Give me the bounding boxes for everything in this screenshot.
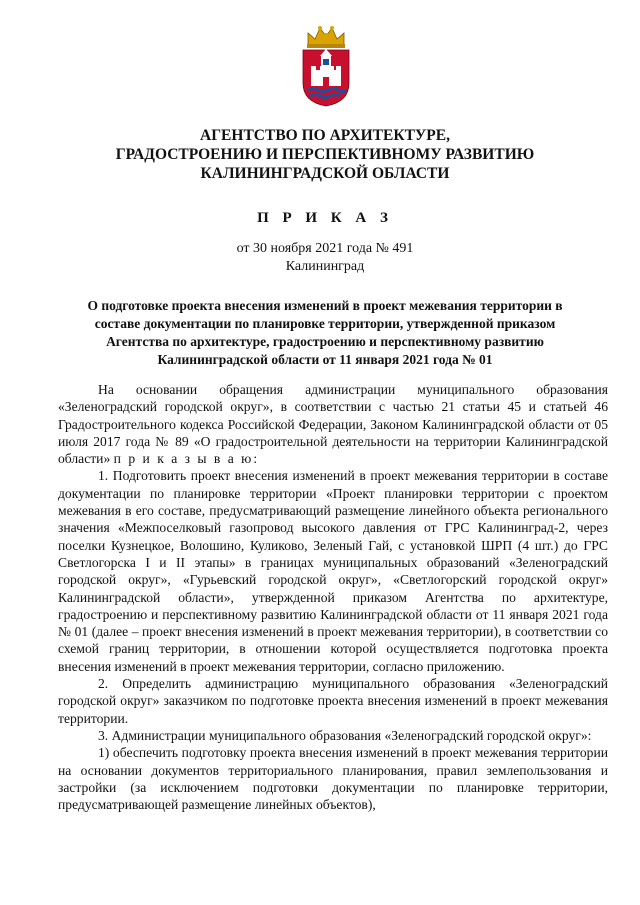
preamble-text: На основании обращения администрации муниципального образования «Зеленоградский городской округ», в соответствии с частью 21 статьи 45 и статьей 46 Градостроительного кодекса Российской Федерации, Законом Калининградской области от 05 июля 2017 года № 89 «О градостроительной деятельности на территории Калининградской области»	[58, 382, 608, 467]
document-body	[58, 381, 608, 813]
paragraph-3: 3. Администрации муниципального образования «Зеленоградский городской округ»:	[98, 727, 592, 743]
subject-line: составе документации по планировке территории, утвержденной приказом	[94, 316, 556, 331]
document-type-title: П Р И К А З	[257, 210, 393, 226]
paragraph-2: 2. Определить администрацию муниципального образования «Зеленоградский городской округ» заказчиком по подготовке проекта внесения изменений в проект межевания территории.	[58, 676, 608, 726]
subject-line: Агентства по архитектуре, градостроению и перспективному развитию	[106, 334, 544, 349]
order-word: п р и к а з ы в а ю:	[113, 451, 260, 467]
document-date-block	[60, 240, 590, 276]
preamble-paragraph	[58, 381, 608, 467]
subject-line: Калининградской области от 11 января 2021 года № 01	[157, 352, 493, 367]
subject-line: О подготовке проекта внесения изменений в проект межевания территории в	[87, 298, 563, 313]
agency-name	[60, 126, 590, 183]
paragraph-3-1: 1) обеспечить подготовку проекта внесения изменений в проект межевания территории на основании документов территориального планирования, правил землепользования и застройки (за исключением подготовки документации по планировке территории, предусматривающей размещение линейных объектов),	[58, 745, 608, 813]
document-city: Калининград	[285, 259, 365, 274]
agency-line: КАЛИНИНГРАДСКОЙ ОБЛАСТИ	[200, 165, 450, 182]
document-date-number: от 30 ноября 2021 года № 491	[236, 241, 414, 256]
paragraph-1: 1. Подготовить проект внесения изменений в проект межевания территории в составе документации по планировке территории «Проект планировки территории с проектом межевания в его составе, предусматривающий размещение линейного объекта регионального значения «Межпоселковый газопровод высокого давления от ГРС Калининград-2, через поселки Кузнецкое, Волошино, Куликово, Зеленый Гай, с установкой ШРП (4 шт.) до ГРС Светлогорска I и II этапы» в границах муниципальных образований «Зеленоградский городской округ», «Гурьевский городской округ», «Светлогорский городской округ» Калининградской области», утвержденной приказом Агентства по архитектуре, градостроению и перспективному развитию Калининградской области от 11 января 2021 года № 01 (далее – проект внесения изменений в проект межевания территории), в соответствии со схемой границ территории, в отношении которой осуществляется подготовка проекта внесения изменений в проект межевания территории, согласно приложению.	[58, 468, 608, 674]
document-subject	[70, 297, 580, 369]
agency-line: ГРАДОСТРОЕНИЮ И ПЕРСПЕКТИВНОМУ РАЗВИТИЮ	[115, 146, 535, 163]
agency-line: АГЕНТСТВО ПО АРХИТЕКТУРЕ,	[200, 127, 450, 144]
kaliningrad-coat-of-arms-icon	[300, 25, 352, 107]
